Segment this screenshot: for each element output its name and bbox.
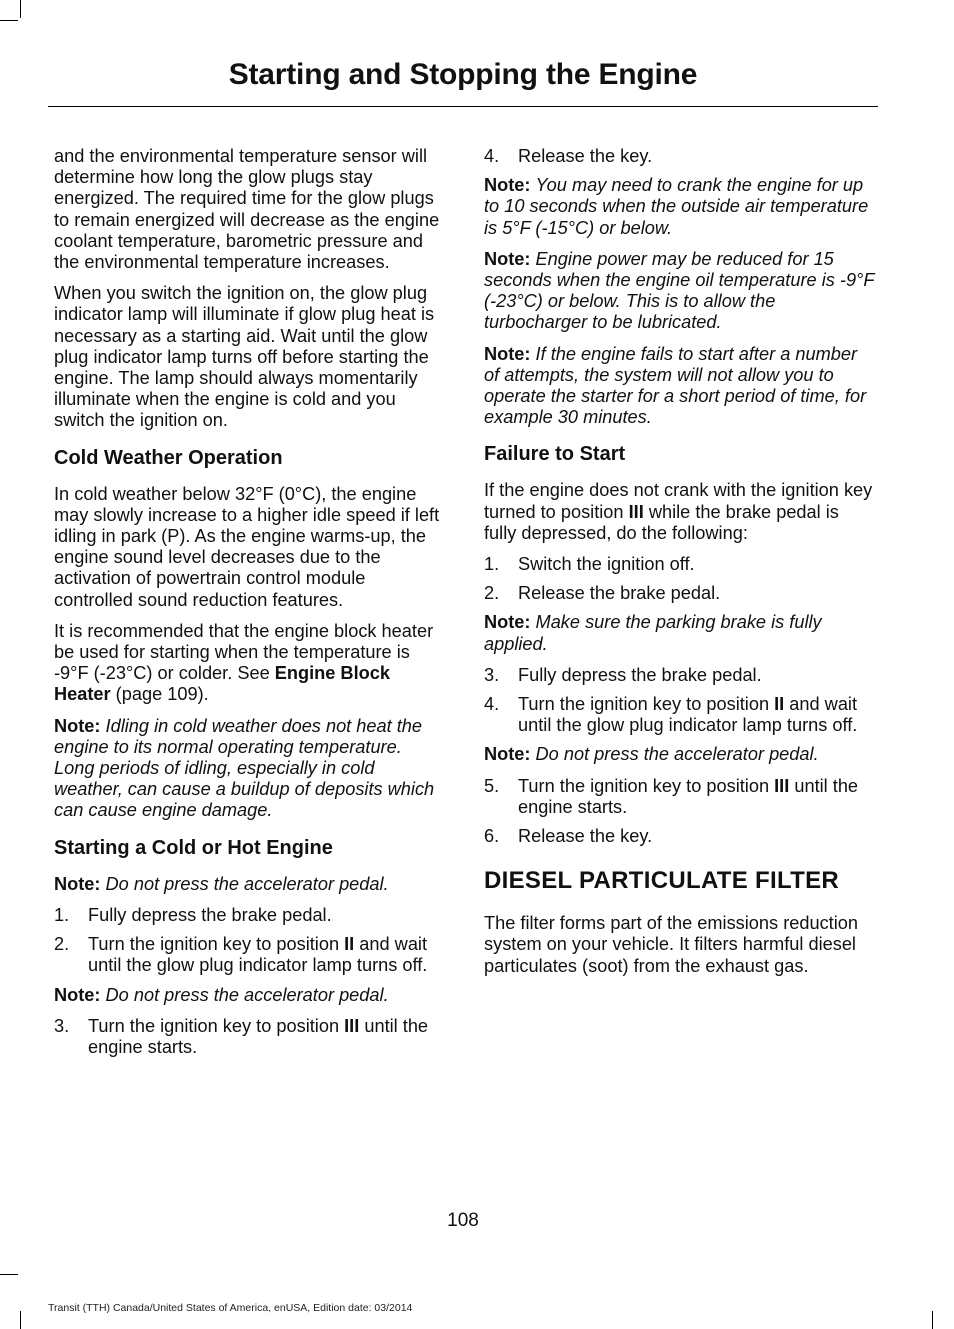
list-item [54,905,446,926]
step-number: 1. [54,904,70,925]
step-text-part: and wait until the glow plug indicator lamp turns off. [88,934,428,976]
note-text: You may need to crank the engine for up to 10 seconds when the outside air temperature is 5°F (-15°C) or below. [484,175,869,238]
step-text-part: until the engine starts. [518,775,859,817]
note-label: Note: [54,984,101,1005]
note [484,249,876,334]
step-text: Release the brake pedal. [518,583,721,604]
step-text: Release the key. [518,826,653,847]
note-label: Note: [484,175,531,196]
crop-mark [0,1274,18,1275]
note-label: Note: [484,612,531,633]
step-text-part: Turn the ignition key to position [518,694,775,715]
note-label: Note: [484,744,531,765]
step-number: 3. [484,664,500,685]
note [54,874,446,895]
step-text: Fully depress the brake pedal. [518,664,762,685]
step-text-part: Turn the ignition key to position [88,934,345,955]
step-number: 3. [54,1015,70,1036]
list-item [484,583,876,604]
section-heading-starting: Starting a Cold or Hot Engine [54,836,333,859]
crop-mark [0,20,18,21]
note-label: Note: [484,343,531,364]
paragraph [484,480,876,544]
note [484,175,876,239]
list-item [484,146,876,167]
note [484,612,876,654]
section-heading-dpf: DIESEL PARTICULATE FILTER [484,867,840,895]
step-number: 5. [484,775,500,796]
step-number: 6. [484,826,500,847]
paragraph-text: It is recommended that the engine block heater be used for starting when the temperature is -9°F (-23°C) or colder. See [54,620,434,684]
note-text: Do not press the accelerator pedal. [105,984,389,1005]
step-text [518,694,876,736]
crop-mark [20,1311,21,1329]
note-label: Note: [54,873,101,894]
step-text: Release the key. [518,146,653,166]
paragraph-text: while the brake pedal is fully depressed, do the following: [484,501,839,543]
note-label: Note: [484,248,531,269]
crop-mark [932,1311,933,1329]
step-text [518,776,876,818]
note-text: Idling in cold weather does not heat the engine to its normal operating temperature. Long periods of idling, especially in cold weather, can cause a buildup of deposits which can cause engine damage. [54,715,435,821]
section-heading-failure: Failure to Start [484,443,626,466]
paragraph: When you switch the ignition on, the glow plug indicator lamp will illuminate if glow plug heat is necessary as a starting aid. Wait until the glow plug indicator lamp turns off before starting the engine. The lamp should always momentarily illuminate when the engine is cold and you switch the ignition on. [54,283,435,431]
key-position: III [628,501,644,522]
note-label: Note: [54,715,101,736]
step-text-part: and wait until the glow plug indicator lamp turns off. [518,694,858,736]
page-reference: (page 109). [110,684,209,705]
page-number: 108 [447,1210,479,1231]
right-column [484,146,876,987]
key-position: II [344,934,355,955]
paragraph: and the environmental temperature sensor will determine how long the glow plugs stay energized. The required time for the glow plugs to remain energized will decrease as the engine coolant temperature, barometric pressure and the environmental temperature increases. [54,146,440,273]
key-position: II [774,694,785,715]
step-number: 2. [54,934,70,955]
step-number: 4. [484,146,500,166]
list-item [484,554,876,575]
note-text: Do not press the accelerator pedal. [105,873,389,894]
step-text [88,1016,446,1058]
key-position: III [774,775,790,796]
title-rule [48,106,878,107]
step-text-part: Turn the ignition key to position [88,1015,345,1036]
key-position: III [344,1015,360,1036]
footer-text: Transit (TTH) Canada/United States of America, enUSA, Edition date: 03/2014 [48,1302,413,1314]
step-text-part: until the engine starts. [88,1015,429,1057]
section-heading-cold-weather: Cold Weather Operation [54,446,283,469]
list-item [54,934,446,976]
note [484,344,876,429]
engine-block-heater-link[interactable]: Engine Block Heater [54,663,390,705]
step-text: Switch the ignition off. [518,554,695,575]
step-number: 1. [484,554,500,575]
note [54,985,446,1006]
step-number: 2. [484,583,500,604]
list-item [484,694,876,736]
crop-mark [20,0,21,18]
note-text: If the engine fails to start after a number of attempts, the system will not allow you to operate the starter for a short period of time, for example 30 minutes. [484,343,867,428]
step-text [88,934,446,976]
step-text: Fully depress the brake pedal. [88,904,332,925]
note-text: Do not press the accelerator pedal. [535,744,819,765]
list-item [484,665,876,686]
list-item [484,776,876,818]
note-text: Engine power may be reduced for 15 seconds when the engine oil temperature is -9°F (-23°C) or below. This is to allow the turbocharger to be lubricated. [484,248,875,333]
paragraph-text: If the engine does not crank with the ignition key turned to position [484,480,873,522]
step-text-part: Turn the ignition key to position [518,775,775,796]
list-item [484,826,876,847]
paragraph: In cold weather below 32°F (0°C), the engine may slowly increase to a higher idle speed if left idling in park (P). As the engine warms-up, the engine sound level decreases due to the activation of powertrain control module controlled sound reduction features. [54,483,440,610]
paragraph [54,621,446,706]
page-title: Starting and Stopping the Engine [228,58,698,91]
step-number: 4. [484,694,500,715]
note [484,744,876,765]
list-item [54,1016,446,1058]
left-column [54,146,446,1066]
paragraph: The filter forms part of the emissions reduction system on your vehicle. It filters harmful diesel particulates (soot) from the exhaust gas. [484,913,859,976]
note-text: Make sure the parking brake is fully applied. [484,612,822,654]
note [54,716,446,822]
